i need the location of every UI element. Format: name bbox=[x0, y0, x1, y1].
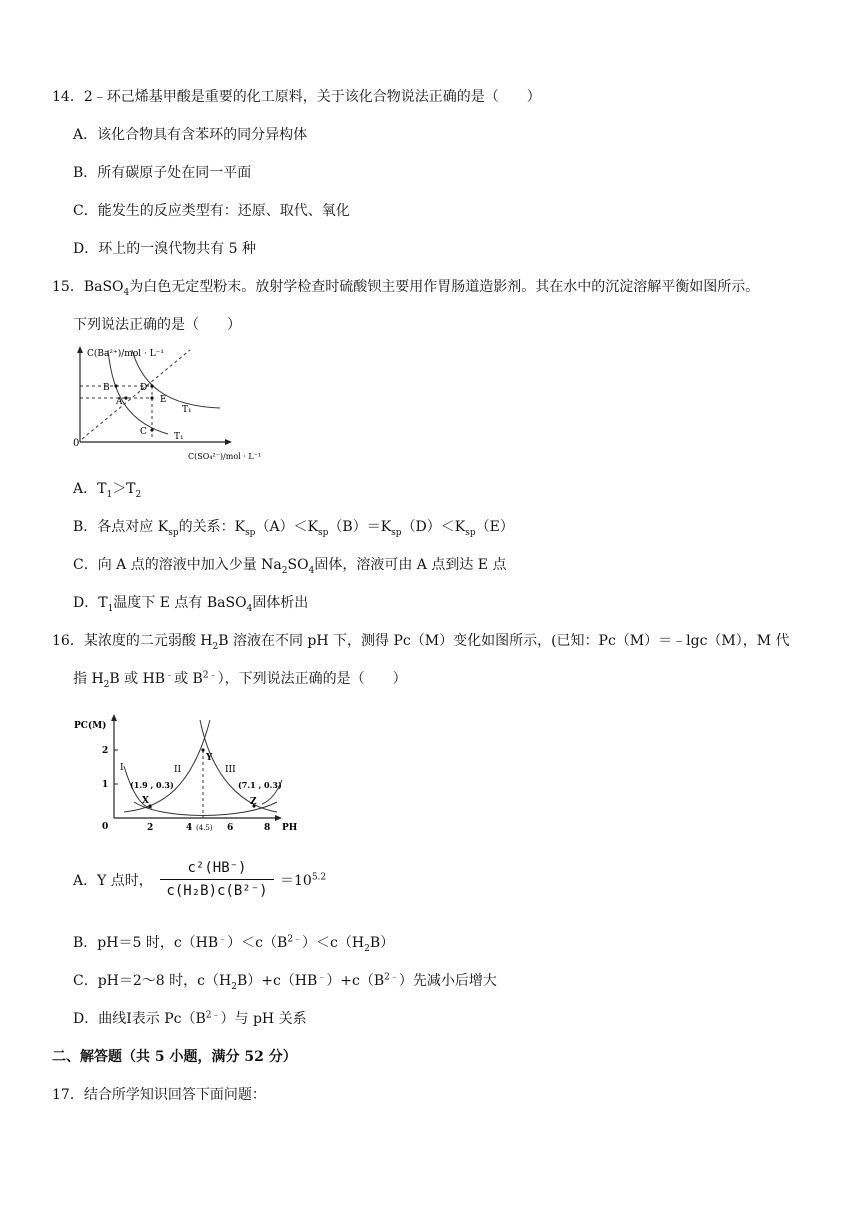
q16-option-a-result: $=10^{5.2}$ bbox=[280, 872, 327, 889]
q15-label-b: B bbox=[103, 383, 110, 393]
q16-curve-ii bbox=[124, 720, 210, 812]
q16-xtick-2: 2 bbox=[147, 823, 154, 833]
fraction-numerator: c²(HB⁻) bbox=[187, 860, 247, 876]
q15-stem-line2: 下列说法正确的是（ ） bbox=[73, 317, 241, 333]
q16-coord-z: (7.1 , 0.3) bbox=[238, 780, 282, 790]
q16-x-label: PH bbox=[282, 823, 298, 833]
q15-diagonal bbox=[82, 350, 190, 439]
q16-option-d: D．曲线Ⅰ表示 $Pc(B^{2﹣})$与 pH 关系 bbox=[73, 1010, 307, 1027]
q15-label-t2: T₁ bbox=[174, 432, 184, 442]
q14-option-d: D．环上的一溴代物共有 5 种 bbox=[73, 241, 257, 257]
q16-x-arrow bbox=[275, 815, 282, 821]
q15-curve-t2 bbox=[108, 350, 168, 434]
q16-label-z: Z bbox=[250, 797, 257, 807]
q16-option-a-fraction bbox=[158, 857, 276, 902]
q14-option-c: C．能发生的反应类型有：还原、取代、氧化 bbox=[73, 203, 350, 219]
q15-x-arrow bbox=[225, 439, 232, 445]
section-heading: 二、解答题（共 5 小题，满分 52 分） bbox=[52, 1049, 297, 1065]
q16-coord-x: (1.9 , 0.3) bbox=[130, 780, 174, 790]
q15-x-label: C(SO₄²⁻)/mol · L⁻¹ bbox=[188, 452, 262, 461]
q15-option-b: B．各点对应 $K_{sp}$的关系：$K_{sp}(A)<K_{sp}(B)=K_{sp}(D)<K_{sp}(E)$ bbox=[73, 519, 514, 538]
q17-stem: 17．结合所学知识回答下面问题： bbox=[52, 1087, 266, 1103]
q16-xtick-8: 8 bbox=[264, 823, 271, 833]
q15-label-a: A bbox=[116, 397, 123, 407]
q15-y-arrow bbox=[77, 346, 83, 353]
q16-label-x: X bbox=[142, 796, 149, 806]
fraction-denominator: c(H₂B)c(B²⁻) bbox=[166, 883, 268, 899]
q16-xtick-6: 6 bbox=[227, 823, 234, 833]
q15-point-e bbox=[150, 396, 153, 399]
q16-xtick-4: 4 bbox=[186, 823, 193, 833]
q16-stem-line2: 指 $H_2B$ 或 HB﹣或 $B^{2﹣}$），下列说法正确的是（ ） bbox=[73, 670, 407, 690]
q14-stem: 14．2﹣环己烯基甲酸是重要的化工原料，关于该化合物说法正确的是（ ） bbox=[52, 89, 541, 105]
q16-label-y: Y bbox=[206, 753, 213, 763]
q16-xtick-4-5: (4.5) bbox=[196, 824, 213, 832]
q16-curve-iii bbox=[200, 720, 277, 812]
q16-option-b: B．pH＝5 时，$c(HB^﹣)<c(B^{2﹣})<c(H_2B)$ bbox=[73, 934, 395, 954]
q15-label-e: E bbox=[160, 395, 167, 405]
q16-ytick-2: 2 bbox=[102, 746, 109, 756]
q16-ytick-0: 0 bbox=[102, 822, 109, 832]
q16-y-arrow bbox=[111, 714, 117, 721]
q15-stem-line1: 15．BaSO$_4$为白色无定型粉末。放射学检查时硫酸钡主要用作胃肠道造影剂。其在水中的沉淀溶解平衡如图所示。 bbox=[52, 279, 760, 298]
q15-label-t1: T₁ bbox=[182, 405, 192, 415]
q15-point-d bbox=[150, 384, 153, 387]
q16-option-c: C．pH＝2～8 时，$c(H_2B)+c(HB^﹣)+c(B^{2﹣})$先减小后增大 bbox=[73, 972, 497, 992]
q16-ytick-1: 1 bbox=[102, 780, 109, 790]
q16-option-a-label: A．Y 点时， bbox=[73, 873, 153, 889]
q15-point-a bbox=[124, 396, 127, 399]
q16-point-y bbox=[201, 748, 204, 751]
q15-solubility-figure bbox=[70, 342, 295, 464]
q16-curve-label-ii: II bbox=[174, 765, 182, 775]
q16-curve-label-i: I bbox=[120, 763, 124, 773]
q16-stem-line1: 16．某浓度的二元弱酸 $H_2B$ 溶液在不同 pH 下，测得 Pc（M）变化如图所示，(已知：Pc（M）＝﹣lgc（M），M 代 bbox=[52, 633, 790, 652]
q15-option-a: A．$T_1>T_2$ bbox=[73, 481, 142, 500]
q15-label-d: D bbox=[140, 383, 148, 393]
q16-y-label: PC(M) bbox=[74, 721, 107, 731]
q15-option-c: C．向 A 点的溶液中加入少量 $Na_2SO_4$固体，溶液可由 A 点到达 E 点 bbox=[73, 557, 507, 576]
q15-origin: 0 bbox=[73, 438, 80, 449]
q15-option-d: D．$T_1$温度下 E 点有 BaSO$_4$固体析出 bbox=[73, 595, 309, 614]
q16-curve-label-iii: III bbox=[225, 765, 236, 775]
q15-point-b bbox=[114, 384, 117, 387]
q14-option-b: B．所有碳原子处在同一平面 bbox=[73, 165, 252, 181]
q16-pc-ph-figure bbox=[72, 708, 302, 834]
q14-option-a: A．该化合物具有含苯环的同分异构体 bbox=[73, 127, 308, 143]
q15-point-c bbox=[150, 428, 153, 431]
q15-y-label: C(Ba²⁺)/mol · L⁻¹ bbox=[87, 349, 165, 359]
q15-label-c: C bbox=[140, 427, 147, 437]
